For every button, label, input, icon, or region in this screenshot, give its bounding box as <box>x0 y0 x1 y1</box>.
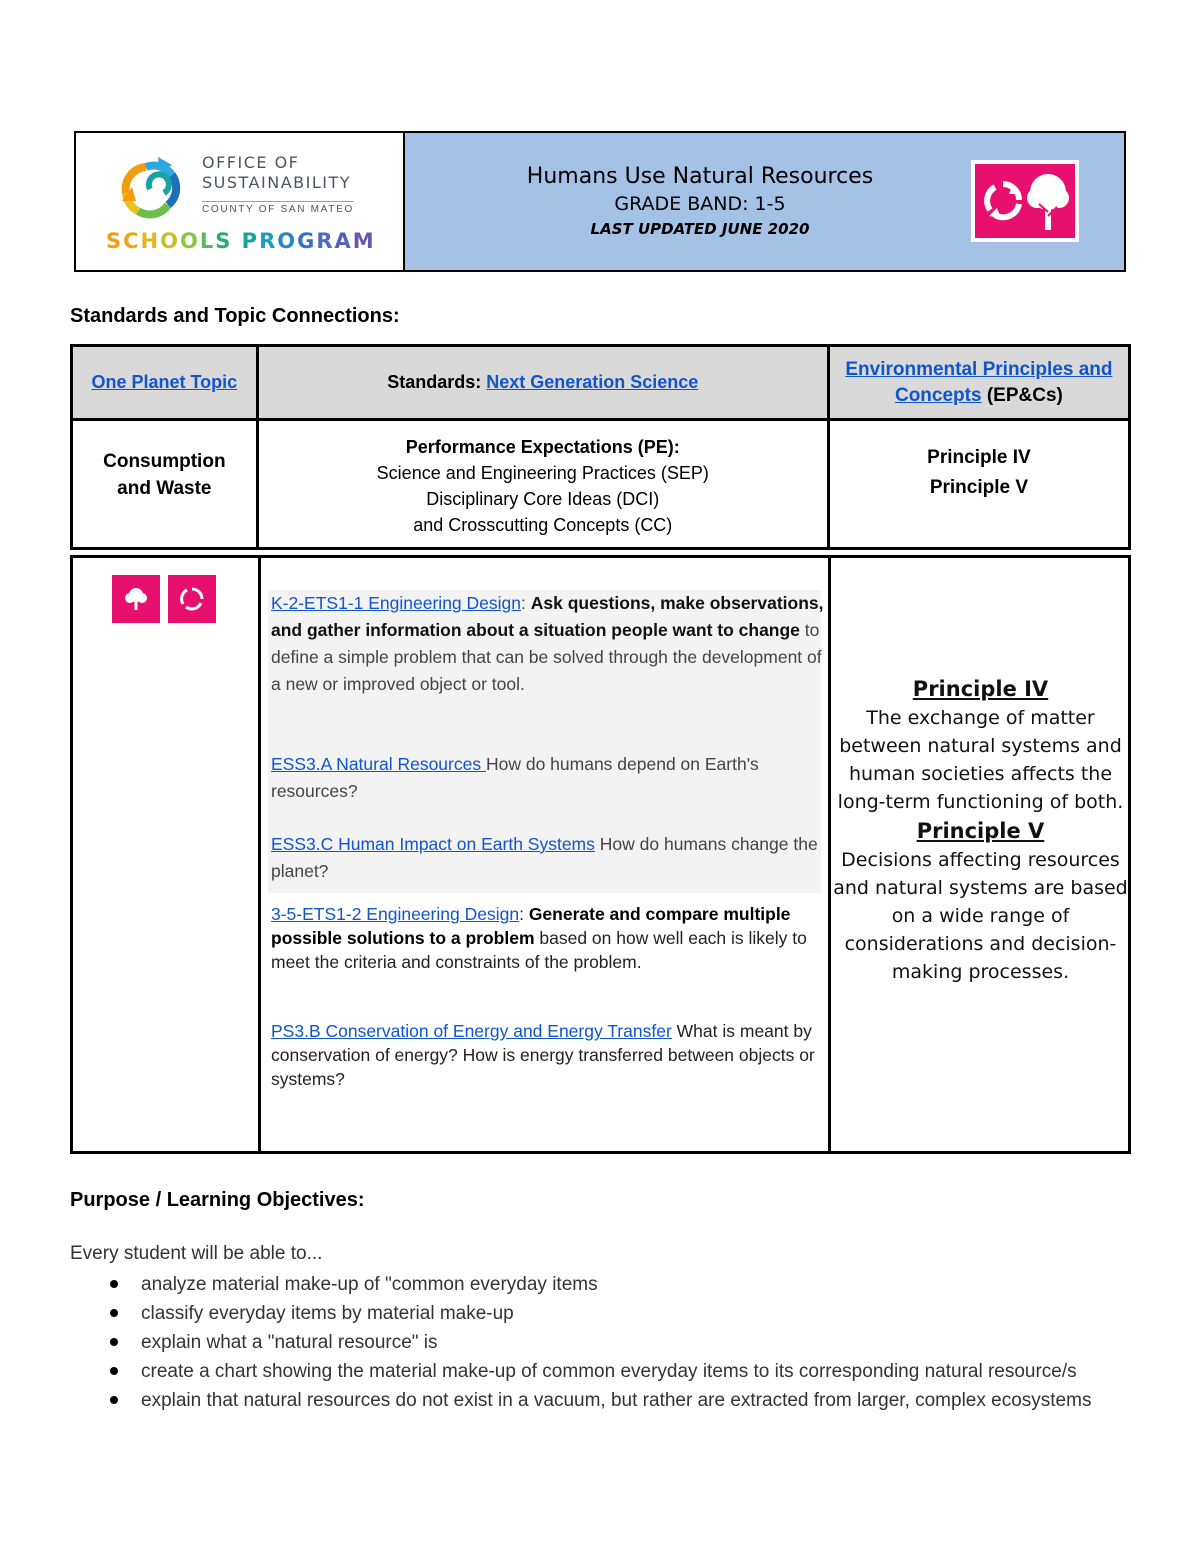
list-item: analyze material make-up of "common everyday items <box>70 1270 1130 1299</box>
principle-iv-block <box>833 674 1128 986</box>
pe-title: Performance Expectations (PE): <box>405 437 680 457</box>
one-planet-topic-link[interactable]: One Planet Topic <box>91 372 238 392</box>
last-updated: LAST UPDATED JUNE 2020 <box>590 220 810 238</box>
topic-cell <box>72 420 258 549</box>
pe-dci: Disciplinary Core Ideas (DCI) <box>426 489 660 509</box>
standard-ps3b: PS3.B Conservation of Energy and Energy Transfer What is meant by conservation of energy? How is energy transferred between objects or systems? <box>271 1021 815 1089</box>
pe-cell <box>257 420 828 549</box>
ess3c-link[interactable]: ESS3.C Human Impact on Earth Systems <box>271 834 595 854</box>
header-titles <box>405 163 995 241</box>
office-logo <box>76 133 405 270</box>
ngss-link[interactable]: Next Generation Science <box>486 372 699 392</box>
logo-schools-program: SCHOOLS PROGRAM <box>106 229 376 253</box>
col-header-standards <box>257 346 828 420</box>
logo-county-text: COUNTY OF SAN MATEO <box>202 201 354 215</box>
principle-iv-title: Principle IV <box>912 677 1049 701</box>
standard-35-ets1-2: 3-5-ETS1-2 Engineering Design: Generate and compare multiple possible solutions to a problem based on how well each is likely to meet the criteria and constraints of the problem. <box>271 904 807 972</box>
topic-badge <box>971 160 1079 242</box>
principles-cell <box>828 420 1129 549</box>
list-item: create a chart showing the material make-up of common everyday items to its corresponding natural resource/s <box>70 1357 1130 1386</box>
objectives-intro: Every student will be able to... <box>70 1243 323 1264</box>
recycle-icon <box>168 575 216 623</box>
document-header <box>74 131 1126 272</box>
topic-line2: and Waste <box>117 478 212 499</box>
objectives-list <box>70 1270 1130 1415</box>
tree-icon <box>1025 172 1071 232</box>
ets1-2-link[interactable]: 3-5-ETS1-2 Engineering Design <box>271 904 520 924</box>
standards-header-row <box>72 346 1130 420</box>
tree-icon <box>112 575 160 623</box>
ess3a-link[interactable]: ESS3.A Natural Resources <box>271 754 486 774</box>
col-header-epcs <box>828 346 1129 420</box>
standards-heading: Standards and Topic Connections: <box>70 305 400 327</box>
topic-line1: Consumption <box>103 451 226 472</box>
col-header-topic <box>72 346 258 420</box>
standard-ess3c: ESS3.C Human Impact on Earth Systems How do humans change the planet? <box>271 834 818 881</box>
standards-detail-table <box>70 555 1131 1154</box>
standard-k2-ets1-1: K-2-ETS1-1 Engineering Design: Ask questions, make observations, and gather information about a situation people want to change to define a simple problem that can be solved through the development of a new or improved object or tool. <box>271 593 824 694</box>
principle-iv-label: Principle IV <box>927 447 1031 468</box>
standards-label: Standards: <box>387 372 482 392</box>
ps3b-link[interactable]: PS3.B Conservation of Energy and Energy Transfer <box>271 1021 672 1041</box>
recycle-icon <box>981 178 1025 222</box>
header-title-area <box>405 133 1124 270</box>
lesson-title: Humans Use Natural Resources <box>526 164 874 189</box>
principle-iv-text: The exchange of matter between natural systems and human societies affects the long-term functioning of both. <box>837 707 1124 813</box>
standards-table <box>70 344 1131 550</box>
principle-v-label: Principle V <box>929 477 1029 498</box>
standard-ess3a: ESS3.A Natural Resources How do humans depend on Earth's resources? <box>271 754 759 801</box>
logo-office-text: OFFICE OF SUSTAINABILITY <box>202 153 352 192</box>
epcs-suffix: (EP&Cs) <box>986 384 1063 406</box>
standards-summary-row <box>72 420 1130 549</box>
objectives-heading: Purpose / Learning Objectives: <box>70 1189 365 1211</box>
list-item: classify everyday items by material make-up <box>70 1299 1130 1328</box>
epc-link[interactable]: Environmental Principles and Concepts <box>845 358 1113 406</box>
k2-ets1-1-link[interactable]: K-2-ETS1-1 Engineering Design <box>271 593 521 613</box>
principle-v-title: Principle V <box>916 819 1045 843</box>
grade-band: GRADE BAND: 1-5 <box>614 193 786 215</box>
pe-sep: Science and Engineering Practices (SEP) <box>376 463 709 483</box>
list-item: explain that natural resources do not exist in a vacuum, but rather are extracted from larger, complex ecosystems <box>70 1386 1130 1415</box>
list-item: explain what a "natural resource" is <box>70 1328 1130 1357</box>
sustainability-logo-icon <box>116 153 194 221</box>
pe-cc: and Crosscutting Concepts (CC) <box>413 515 673 535</box>
principle-v-text: Decisions affecting resources and natural systems are based on a wide range of considerations and decision-making processes. <box>833 849 1128 983</box>
